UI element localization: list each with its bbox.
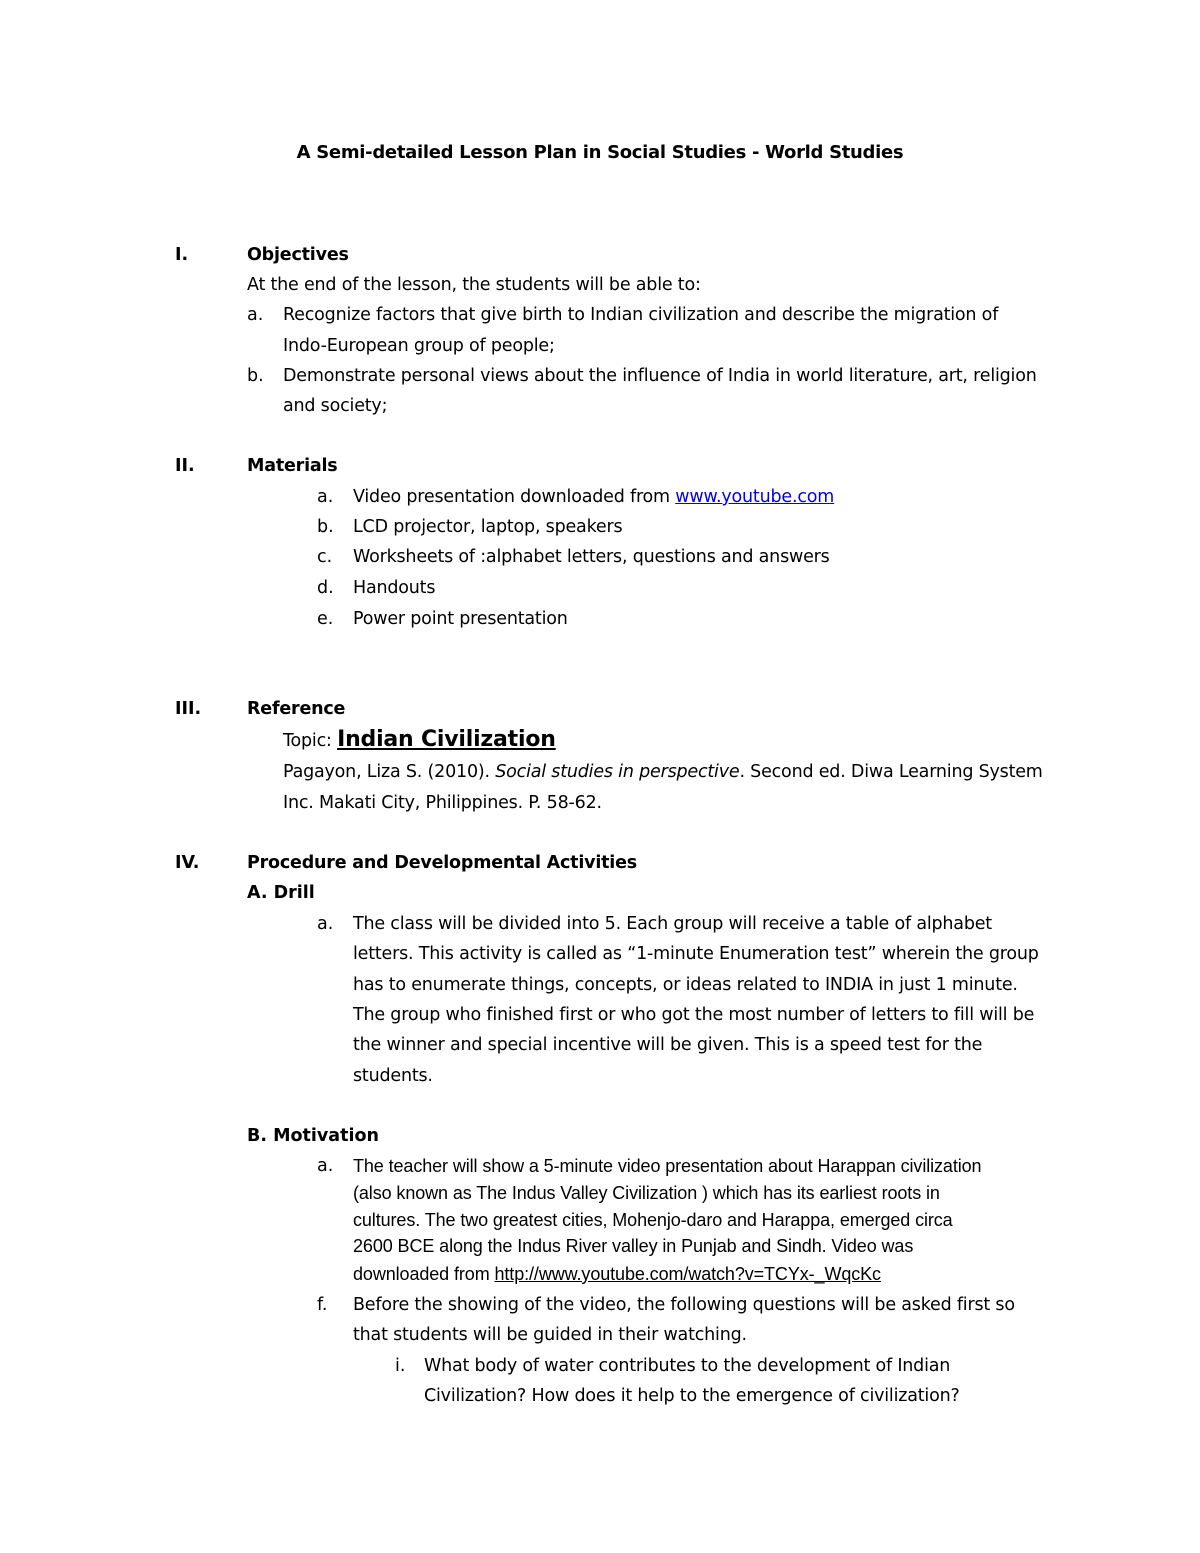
material-c-text: Worksheets of :alphabet letters, questions and answers <box>353 547 830 567</box>
objective-b-line-1: Demonstrate personal views about the influence of India in world literature, art, religion <box>283 366 1037 386</box>
citation-rest: . Second ed. Diwa Learning System <box>739 762 1043 782</box>
material-e-marker: e. <box>317 609 334 629</box>
motivation-downloaded-text: downloaded from <box>353 1264 495 1284</box>
drill-line-6: students. <box>353 1066 433 1086</box>
document-title: A Semi-detailed Lesson Plan in Social Studies - World Studies <box>296 142 904 163</box>
section-number-objectives: I. <box>175 245 189 265</box>
material-c-marker: c. <box>317 547 333 567</box>
motivation-a-line-1: The teacher will show a 5-minute video presentation about Harappan civilization <box>353 1156 982 1176</box>
material-b-marker: b. <box>317 517 334 537</box>
motivation-a-line-3: cultures. The two greatest cities, Mohenjo-daro and Harappa, emerged circa <box>353 1210 953 1230</box>
question-i-marker: i. <box>395 1356 406 1376</box>
objective-a-line-2: Indo-European group of people; <box>283 336 555 356</box>
citation-line-1 <box>283 762 1043 782</box>
material-a-text: Video presentation downloaded from <box>353 487 676 507</box>
drill-line-5: the winner and special incentive will be given. This is a speed test for the <box>353 1035 983 1055</box>
drill-heading: A. Drill <box>247 883 315 903</box>
objective-b-marker: b. <box>247 366 264 386</box>
motivation-a-line-4: 2600 BCE along the Indus River valley in Punjab and Sindh. Video was <box>353 1236 914 1256</box>
topic-label: Topic: <box>283 731 338 751</box>
drill-a-marker: a. <box>317 914 334 934</box>
objectives-intro: At the end of the lesson, the students will be able to: <box>247 275 701 295</box>
material-d-text: Handouts <box>353 578 436 598</box>
material-a-marker: a. <box>317 487 334 507</box>
motivation-a-line-5 <box>353 1264 881 1285</box>
motivation-a-marker: a. <box>317 1156 334 1176</box>
question-i-line-2: Civilization? How does it help to the emergence of civilization? <box>424 1386 960 1406</box>
question-i-line-1: What body of water contributes to the development of Indian <box>424 1356 951 1376</box>
section-heading-reference: Reference <box>247 699 346 719</box>
section-number-procedure: IV. <box>175 853 200 873</box>
objective-a-marker: a. <box>247 305 264 325</box>
section-number-materials: II. <box>175 456 195 476</box>
section-number-reference: III. <box>175 699 202 719</box>
material-d-marker: d. <box>317 578 334 598</box>
section-heading-procedure: Procedure and Developmental Activities <box>247 853 637 873</box>
objective-b-line-2: and society; <box>283 396 388 416</box>
motivation-f-line-1: Before the showing of the video, the following questions will be asked first so <box>353 1295 1015 1315</box>
objective-a-line-1: Recognize factors that give birth to Indian civilization and describe the migration of <box>283 305 999 325</box>
section-heading-objectives: Objectives <box>247 245 349 265</box>
material-b-text: LCD projector, laptop, speakers <box>353 517 623 537</box>
drill-line-2: letters. This activity is called as “1-minute Enumeration test” wherein the group <box>353 944 1039 964</box>
youtube-link[interactable]: www.youtube.com <box>675 487 835 507</box>
drill-line-4: The group who finished first or who got the most number of letters to fill will be <box>353 1005 1035 1025</box>
citation-author: Pagayon, Liza S. (2010). <box>283 762 496 782</box>
section-heading-materials: Materials <box>247 456 338 476</box>
material-a <box>353 487 834 507</box>
citation-title: Social studies in perspective <box>495 762 740 782</box>
motivation-f-marker: f. <box>317 1295 328 1315</box>
motivation-a-line-2: (also known as The Indus Valley Civilization ) which has its earliest roots in <box>353 1183 940 1203</box>
video-url-link[interactable]: http://www.youtube.com/watch?v=TCYx-_WqcKc <box>494 1264 881 1284</box>
reference-topic <box>283 727 556 752</box>
topic-name: Indian Civilization <box>337 727 556 752</box>
drill-line-3: has to enumerate things, concepts, or ideas related to INDIA in just 1 minute. <box>353 975 1018 995</box>
citation-line-2: Inc. Makati City, Philippines. P. 58-62. <box>283 793 602 813</box>
material-e-text: Power point presentation <box>353 609 568 629</box>
drill-line-1: The class will be divided into 5. Each group will receive a table of alphabet <box>353 914 992 934</box>
motivation-f-line-2: that students will be guided in their watching. <box>353 1325 747 1345</box>
motivation-heading: B. Motivation <box>247 1126 379 1146</box>
